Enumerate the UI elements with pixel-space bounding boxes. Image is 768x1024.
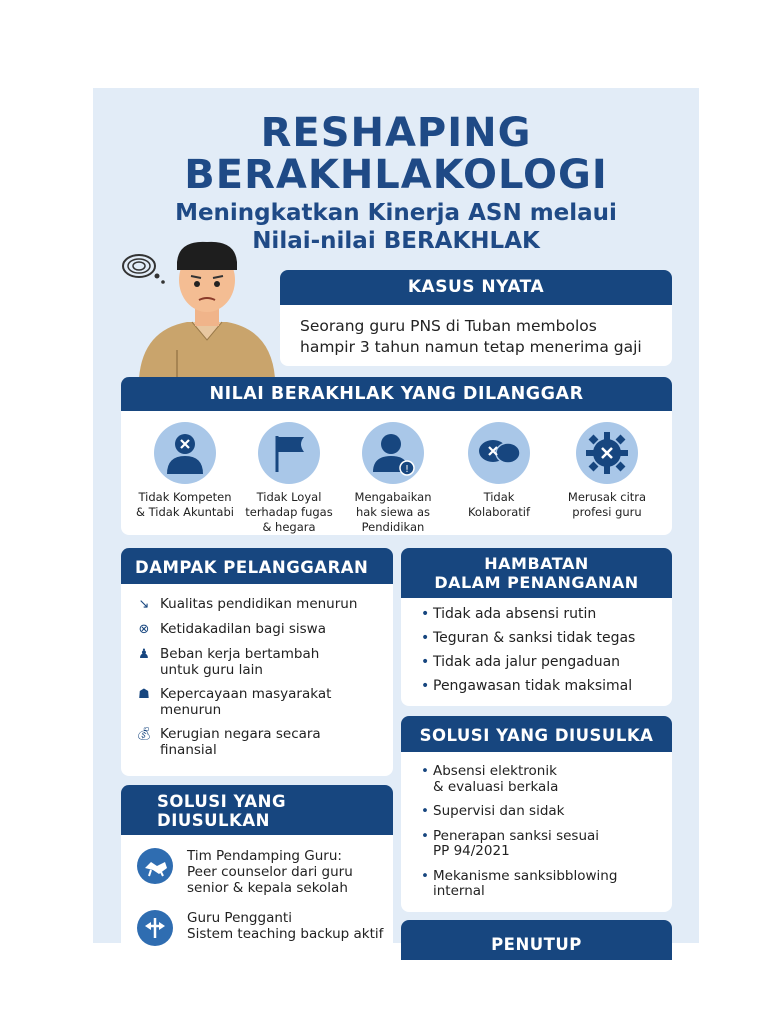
swap-arrows-icon: [137, 910, 173, 946]
solusi-kanan-item-3-line-1: • Penerapan sanksi sesuai: [433, 827, 600, 844]
dampak-item-3-line-2: untuk guru lain: [160, 662, 263, 678]
community-icon: ☗: [138, 687, 150, 702]
solusi-kanan-item-2-line-1: • Supervisi dan sidak: [433, 803, 565, 819]
nilai-item-3-line-1: Mengabaikan: [354, 490, 432, 504]
dampak-item-3: [135, 646, 385, 678]
solusi-kanan-item-2: [421, 804, 666, 820]
nilai-item-2-line-1: Tidak Loyal: [256, 490, 322, 504]
solusi-kanan-list: [421, 764, 666, 909]
solusi-kiri-heading-line-2: DIUSULKAN: [157, 811, 270, 830]
dampak-item-4-line-1: Kepercayaan masyarakat: [160, 686, 332, 702]
solusi-kiri-item-1-line-1: Peer counselor dari guru: [187, 864, 353, 880]
solusi-kanan-item-3: [421, 829, 666, 860]
nilai-item-2-line-2: terhadap fugas: [245, 505, 333, 519]
nilai-item-1: [135, 422, 235, 520]
handshake-icon: [137, 848, 173, 884]
subtitle-line-1: Meningkatkan Kinerja ASN melaui: [175, 200, 617, 226]
subtitle-line-2: Nilai-nilai BERAKHLAK: [252, 228, 540, 254]
hambatan-heading-line-1: HAMBATAN: [484, 554, 589, 573]
dampak-list: [135, 596, 385, 766]
solusi-kiri-item-1-title: Tim Pendamping Guru:: [187, 848, 342, 864]
solusi-kanan-item-1-line-1: • Absensi elektronik: [433, 763, 557, 779]
hambatan-item-2: • Teguran & sanksi tidak tegas: [421, 630, 666, 646]
nilai-item-5-line-1: Merusak citra: [567, 490, 647, 504]
nilai-item-5-line-2: profesi guru: [572, 505, 642, 519]
dampak-item-3-line-1: Beban kerja bertambah: [160, 646, 320, 662]
solusi-kanan-item-3-line-2: PP 94/2021: [433, 843, 510, 859]
solusi-kiri-item-2: [137, 910, 387, 946]
dampak-item-4: [135, 686, 385, 718]
solusi-kanan-item-1: [421, 764, 666, 795]
person-alert-icon: [362, 422, 424, 484]
scribble-thought-icon: [123, 255, 165, 284]
gear-x-icon: [576, 422, 638, 484]
kasus-line-2: hampir 3 tahun namun tetap menerima gaji: [300, 338, 642, 356]
dampak-heading: DAMPAK PELANGGARAN: [121, 548, 393, 584]
dampak-item-2-line-1: Ketidakadilan bagi siswa: [160, 621, 327, 637]
solusi-kiri-heading: [121, 785, 393, 835]
dampak-item-1-line-1: Kualitas pendidikan menurun: [160, 596, 358, 612]
nilai-heading: NILAI BERAKHLAK YANG DILANGGAR: [121, 377, 672, 411]
nilai-item-3-line-3: Pendidikan: [361, 520, 425, 534]
solusi-kiri-item-1-line-2: senior & kepala sekolah: [187, 880, 348, 896]
hambatan-item-1: • Tidak ada absensi rutin: [421, 606, 666, 622]
person-x-icon: [154, 422, 216, 484]
dampak-item-5-line-2: finansial: [160, 742, 217, 758]
nilai-item-4-line-1: Tidak: [483, 490, 515, 504]
people-icon: ♟: [138, 647, 150, 662]
solusi-kiri-heading-line-1: SOLUSI YANG: [157, 792, 286, 811]
title-line-1: RESHAPING: [260, 110, 532, 156]
dampak-item-5: [135, 726, 385, 758]
solusi-kiri-item-2-title: Guru Pengganti: [187, 910, 292, 926]
solusi-kanan-item-1-line-2: & evaluasi berkala: [433, 778, 559, 795]
flag-icon: [258, 422, 320, 484]
penutup-heading: PENUTUP: [401, 920, 672, 960]
title-line-2: BERAKHLAKOLOGI: [184, 152, 608, 198]
infographic-poster: [93, 88, 699, 954]
arrow-down-icon: ↘: [138, 597, 150, 612]
hambatan-item-4: • Pengawasan tidak maksimal: [421, 678, 666, 694]
confused-teacher-illustration: [117, 232, 277, 378]
nilai-item-1-line-1: Tidak Kompeten: [138, 490, 232, 504]
solusi-kiri-item-1: [137, 848, 387, 896]
hambatan-item-3: • Tidak ada jalur pengaduan: [421, 654, 666, 670]
svg-text:!: !: [404, 464, 410, 475]
x-circle-icon: ⊗: [138, 622, 150, 637]
nilai-item-4: [449, 422, 549, 520]
solusi-kiri-item-2-line-1: Sistem teaching backup aktif: [187, 926, 384, 942]
nilai-item-3-line-2: hak siewa as: [355, 505, 431, 519]
solusi-kanan-heading: SOLUSI YANG DIUSULKA: [401, 716, 672, 752]
money-bag-icon: 💰︎: [135, 727, 153, 742]
dampak-item-5-line-1: Kerugian negara secara: [160, 726, 321, 742]
hambatan-heading-line-2: DALAM PENANGANAN: [434, 573, 639, 592]
nilai-item-4-line-2: Kolaboratif: [467, 505, 531, 519]
dampak-item-4-line-2: menurun: [160, 702, 222, 718]
kasus-heading: KASUS NYATA: [280, 270, 672, 305]
chat-x-icon: [468, 422, 530, 484]
solusi-kanan-item-4: [421, 869, 666, 900]
nilai-item-1-line-2: & Tidak Akuntabi: [136, 505, 234, 519]
solusi-kanan-item-4-line-1: • Mekanisme sanksibblowing: [433, 867, 618, 884]
nilai-item-3: [343, 422, 443, 535]
nilai-item-2: [239, 422, 339, 535]
nilai-item-2-line-3: & hegara: [262, 520, 316, 534]
hambatan-list: [421, 606, 666, 702]
solusi-kanan-item-4-line-2: internal: [433, 883, 485, 899]
dampak-item-1: [135, 596, 385, 613]
kasus-line-1: Seorang guru PNS di Tuban membolos: [300, 317, 597, 335]
hambatan-heading: [401, 548, 672, 598]
dampak-item-2: [135, 621, 385, 638]
nilai-item-5: [557, 422, 657, 520]
kasus-description: [300, 316, 660, 358]
